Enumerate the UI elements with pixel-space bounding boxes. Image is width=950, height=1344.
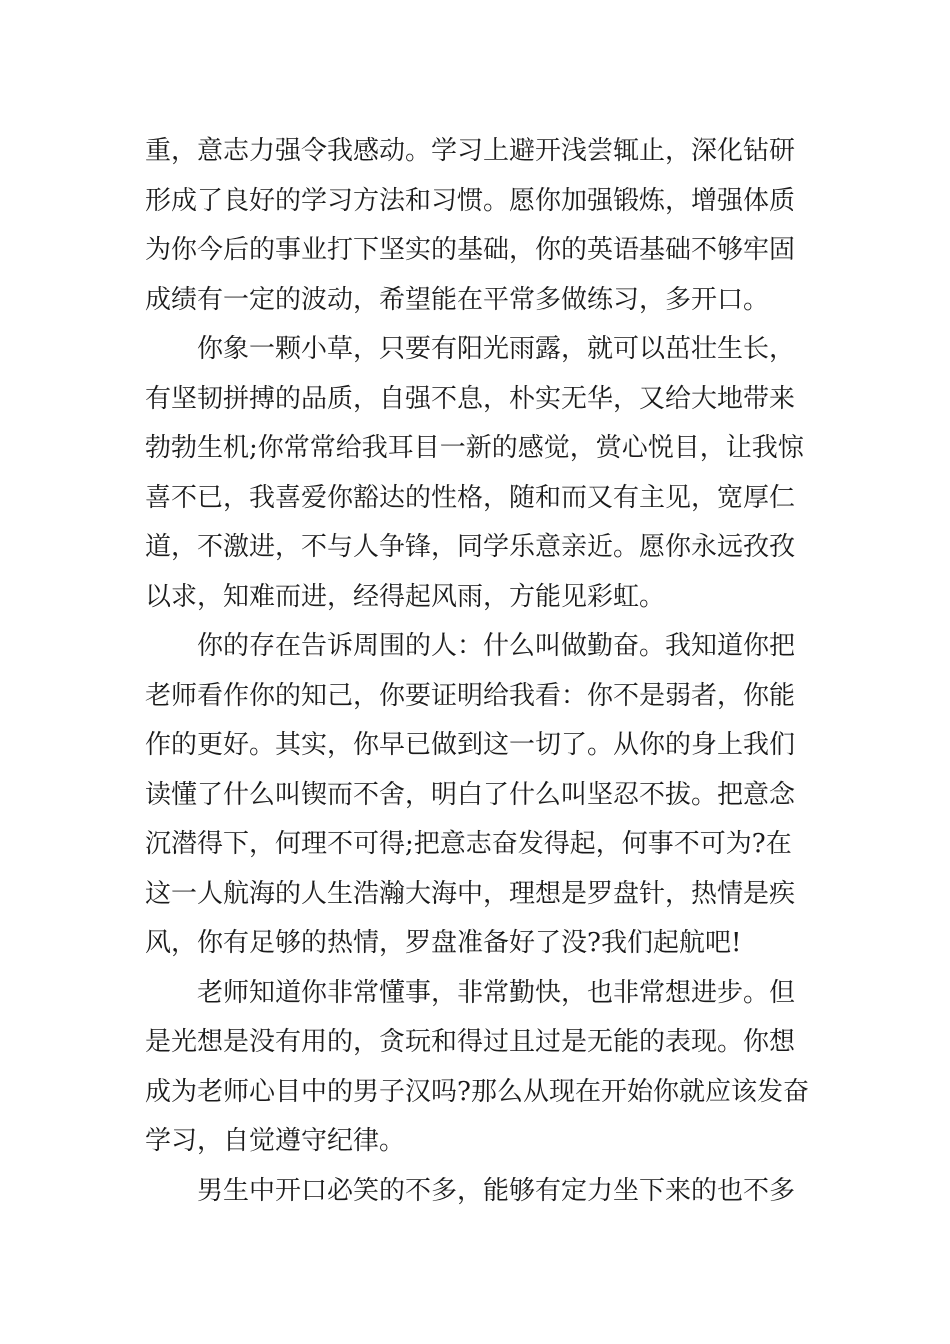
paragraph <box>145 325 815 622</box>
text-line: 老师看作你的知己，你要证明给我看：你不是弱者，你能 <box>145 680 796 711</box>
text-line: 重，意志力强令我感动。学习上避开浅尝辄止，深化钻研 <box>145 136 796 166</box>
text-line: 为你今后的事业打下坚实的基础，你的英语基础不够牢固 <box>145 235 796 265</box>
text-line: 成为老师心目中的男子汉吗?那么从现在开始你就应该发奋 <box>145 1076 809 1107</box>
text-line: 风，你有足够的热情，罗盘准备好了没?我们起航吧! <box>145 928 742 958</box>
paragraph <box>145 969 815 1167</box>
text-line: 勃勃生机;你常常给我耳目一新的感觉，赏心悦目，让我惊 <box>145 433 804 463</box>
text-line: 作的更好。其实，你早已做到这一切了。从你的身上我们 <box>145 730 796 760</box>
text-line: 沉潜得下，何理不可得;把意志奋发得起，何事不可为?在 <box>145 829 792 859</box>
text-line: 道，不激进，不与人争锋，同学乐意亲近。愿你永远孜孜 <box>145 532 796 562</box>
paragraph <box>145 127 815 325</box>
paragraph <box>145 622 815 969</box>
text-line: 形成了良好的学习方法和习惯。愿你加强锻炼，增强体质 <box>145 185 796 216</box>
paragraph <box>145 1167 815 1217</box>
text-line: 你的存在告诉周围的人：什么叫做勤奋。我知道你把 <box>197 631 796 661</box>
text-line: 你象一颗小草，只要有阳光雨露，就可以茁壮生长， <box>197 334 796 364</box>
text-line: 学习，自觉遵守纪律。 <box>145 1126 406 1156</box>
text-line: 有坚韧拼搏的品质，自强不息，朴实无华，又给大地带来 <box>145 383 796 414</box>
document-body <box>145 127 815 1216</box>
text-line: 读懂了什么叫锲而不舍，明白了什么叫坚忍不拔。把意念 <box>145 779 796 810</box>
text-line: 是光想是没有用的，贪玩和得过且过是无能的表现。你想 <box>145 1027 796 1057</box>
text-line: 以求，知难而进，经得起风雨，方能见彩虹。 <box>145 581 666 612</box>
text-line: 这一人航海的人生浩瀚大海中，理想是罗盘针，热情是疾 <box>145 878 796 909</box>
text-line: 成绩有一定的波动，希望能在平常多做练习，多开口。 <box>145 284 770 315</box>
text-line: 喜不已，我喜爱你豁达的性格，随和而又有主见，宽厚仁 <box>145 482 796 513</box>
text-line: 男生中开口必笑的不多，能够有定力坐下来的也不多 <box>197 1175 796 1206</box>
text-line: 老师知道你非常懂事，非常勤快，也非常想进步。但 <box>197 977 796 1008</box>
